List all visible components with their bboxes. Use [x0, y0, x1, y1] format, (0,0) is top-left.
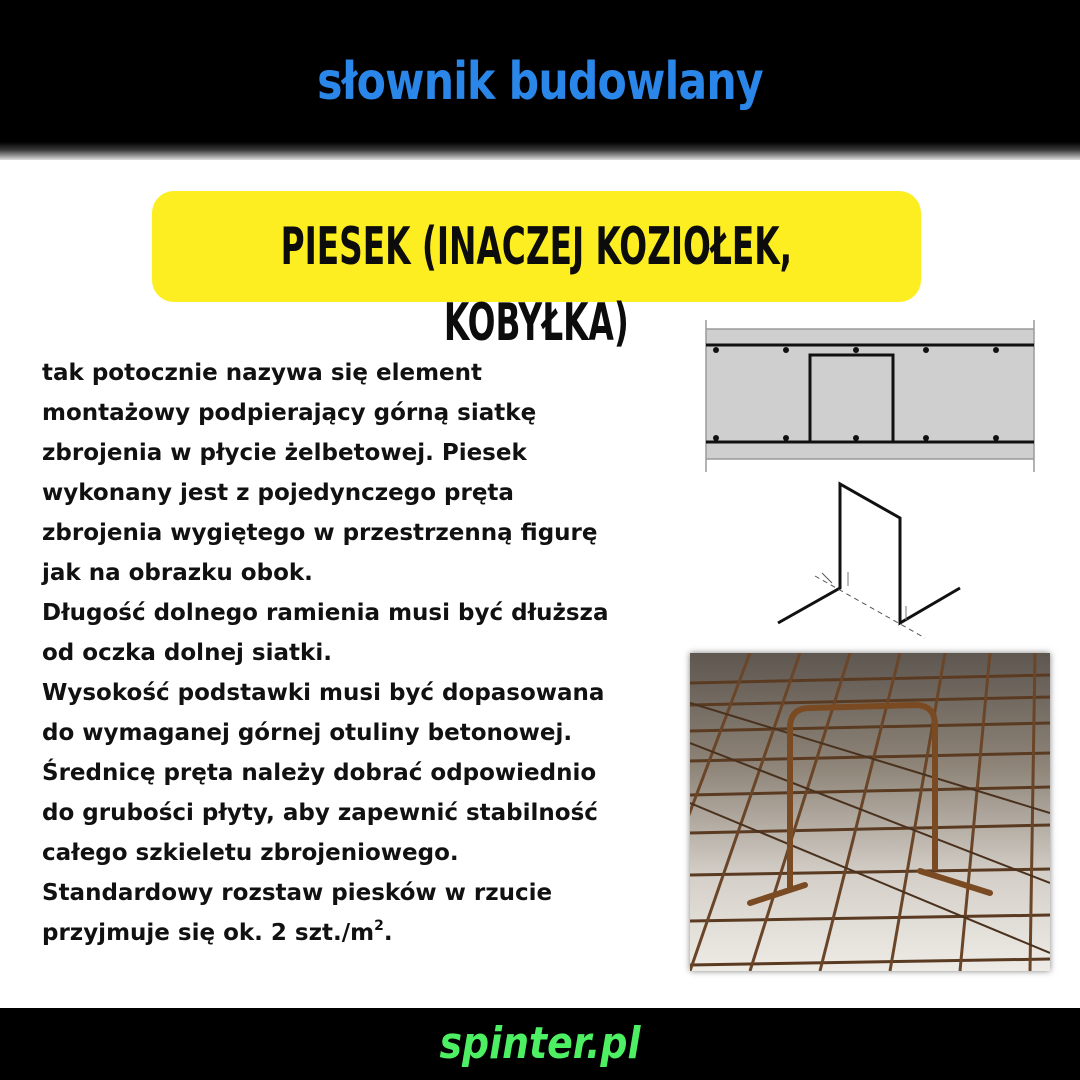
definition-line: montażowy podpierający górną siatkę [42, 400, 537, 426]
brand-link[interactable]: spinter.pl [439, 1018, 641, 1069]
definition-text [42, 353, 682, 953]
footer-band [0, 1008, 1080, 1080]
definition-line: Długość dolnego ramienia musi być dłuższa [42, 600, 609, 626]
definition-last-punct: . [383, 920, 393, 946]
dimension-line [815, 576, 925, 638]
definition-line: zbrojenia w płycie żelbetowej. Piesek [42, 440, 527, 466]
slab-cross-section-drawing [700, 318, 1040, 474]
superscript-exponent: 2 [374, 918, 384, 934]
chair-3d-drawing [760, 478, 970, 643]
definition-line: Wysokość podstawki musi być dopasowana [42, 680, 605, 706]
dimension-tick [822, 573, 832, 583]
site-title: słownik budowlany [317, 52, 763, 112]
term-pill [152, 191, 921, 353]
definition-line: jak na obrazku obok. [42, 560, 313, 586]
definition-last-line [42, 913, 682, 953]
rebar-photo [690, 653, 1050, 971]
definition-line: od oczka dolnej siatki. [42, 640, 332, 666]
definition-line: zbrojenia wygiętego w przestrzenną figurę [42, 520, 598, 546]
definition-line: Standardowy rozstaw piesków w rzucie [42, 880, 553, 906]
definition-line: Średnicę pręta należy dobrać odpowiednio [42, 760, 597, 786]
definition-line: całego szkieletu zbrojeniowego. [42, 840, 459, 866]
definition-line: tak potocznie nazywa się element [42, 360, 483, 386]
rebar-photo-illustration [690, 653, 1050, 971]
definition-last-text: przyjmuje się ok. 2 szt./m [42, 920, 375, 946]
definition-line: do grubości płyty, aby zapewnić stabilność [42, 800, 598, 826]
concrete-slab [706, 329, 1034, 459]
chair-bar [778, 484, 960, 623]
term-title: PIESEK (INACZEJ KOZIOŁEK, KOBYŁKA) [280, 217, 793, 353]
header-band [0, 0, 1080, 160]
definition-line: do wymaganej górnej otuliny betonowej. [42, 720, 573, 746]
definition-line: wykonany jest z pojedynczego pręta [42, 480, 514, 506]
